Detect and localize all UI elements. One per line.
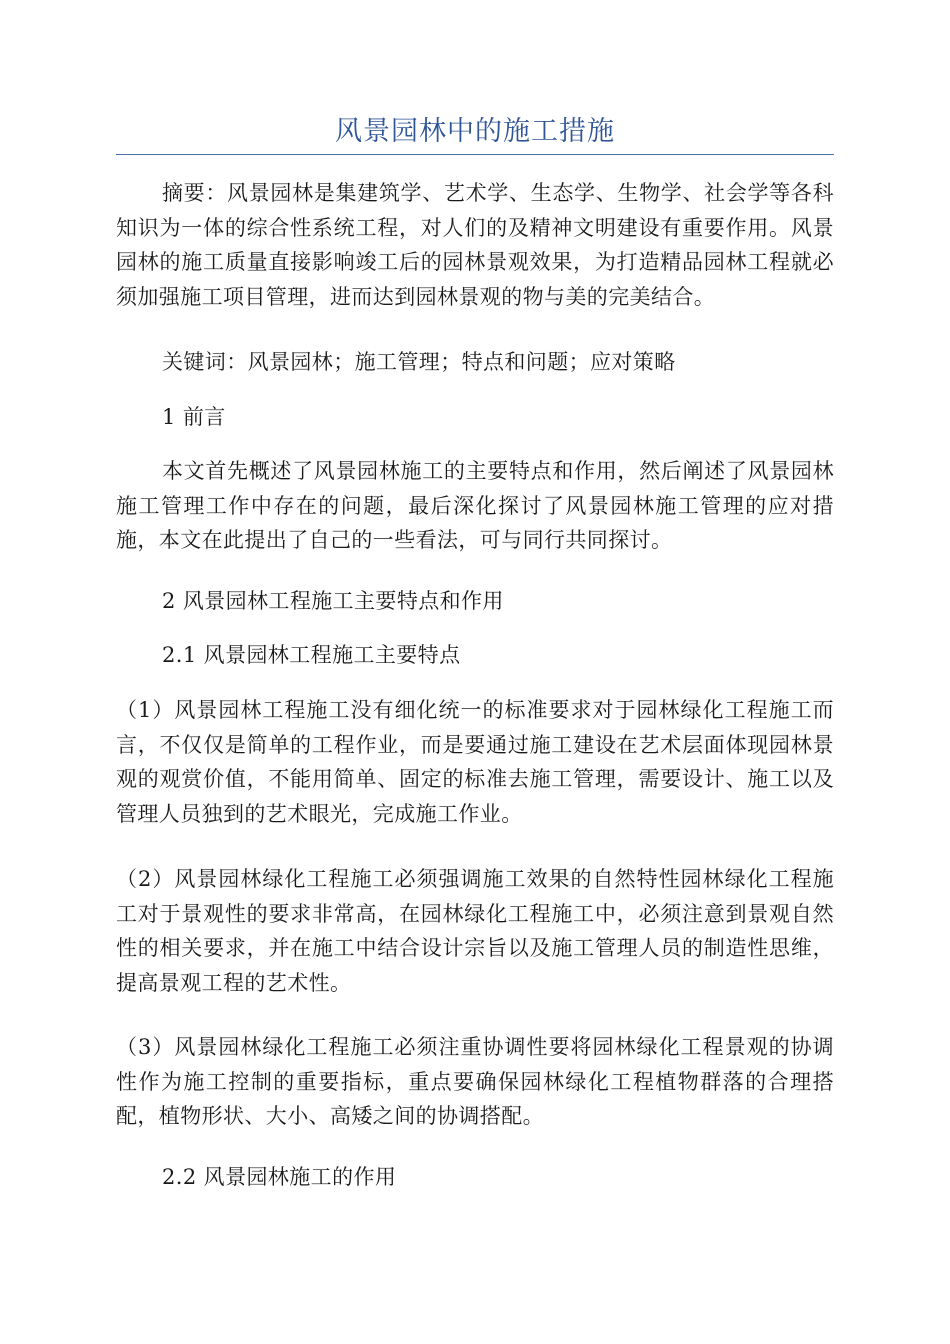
list-item-point-2: （2）风景园林绿化工程施工必须强调施工效果的自然特性园林绿化工程施工对于景观性的要求非常高，在园林绿化工程施工中，必须注意到景观自然性的相关要求，并在施工中结合设计宗旨以及施工管理人员的制造性思维，提高景观工程的艺术性。 (116, 867, 834, 995)
document-title: 风景园林中的施工措施 (335, 116, 615, 147)
subsection-heading-features: 2.1 风景园林工程施工主要特点 (162, 643, 461, 667)
intro-paragraph: 本文首先概述了风景园林施工的主要特点和作用，然后阐述了风景园林施工管理工作中存在的问题，最后深化探讨了风景园林施工管理的应对措施，本文在此提出了自己的一些看法，可与同行共同探讨。 (116, 459, 834, 552)
list-item-point-1: （1）风景园林工程施工没有细化统一的标准要求对于园林绿化工程施工而言，不仅仅是简单的工程作业，而是要通过施工建设在艺术层面体现园林景观的观赏价值，不能用简单、固定的标准去施工管理，需要设计、施工以及管理人员独到的艺术眼光，完成施工作业。 (116, 698, 834, 826)
section-heading-intro: 1 前言 (162, 405, 226, 429)
keywords-line: 关键词：风景园林；施工管理；特点和问题；应对策略 (162, 350, 676, 374)
section-heading-features: 2 风景园林工程施工主要特点和作用 (162, 589, 504, 613)
title-underline (116, 154, 834, 155)
list-item-point-3: （3）风景园林绿化工程施工必须注重协调性要将园林绿化工程景观的协调性作为施工控制的重要指标，重点要确保园林绿化工程植物群落的合理搭配，植物形状、大小、高矮之间的协调搭配。 (116, 1035, 834, 1128)
abstract-paragraph: 摘要：风景园林是集建筑学、艺术学、生态学、生物学、社会学等各科知识为一体的综合性系统工程，对人们的及精神文明建设有重要作用。风景园林的施工质量直接影响竣工后的园林景观效果，为打造精品园林工程就必须加强施工项目管理，进而达到园林景观的物与美的完美结合。 (116, 181, 834, 309)
subsection-heading-role: 2.2 风景园林施工的作用 (162, 1165, 397, 1189)
